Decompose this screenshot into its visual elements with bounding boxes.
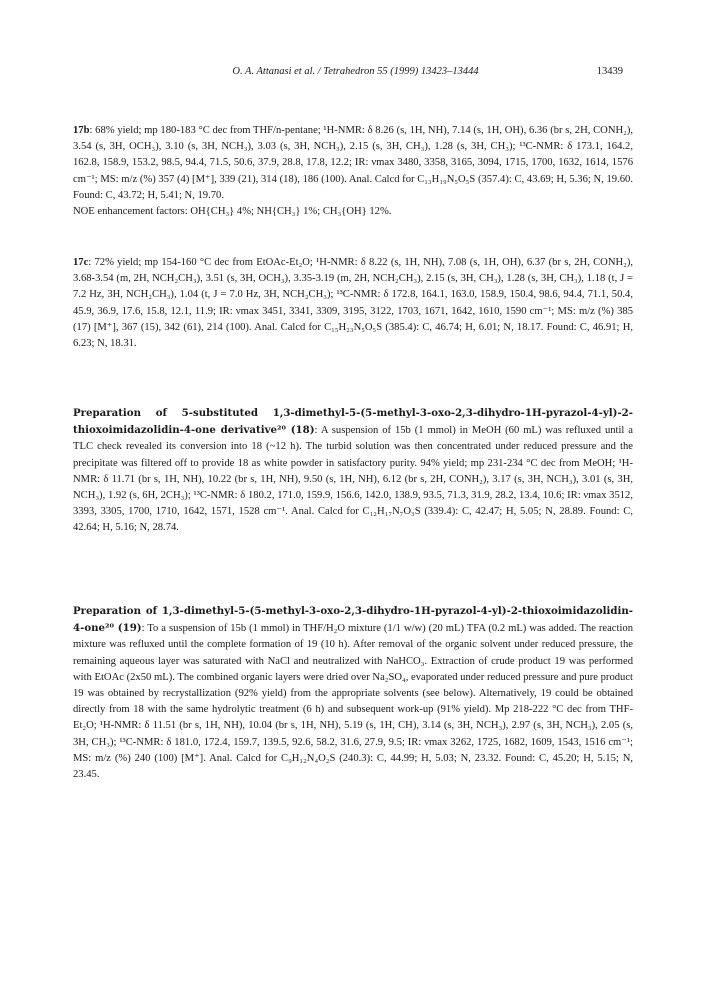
paragraph-18-text: : A suspension of 15b (1 mmol) in MeOH (60 mL) was refluxed until a TLC check revealed its conversion into 18 (~12 h). The turbid solution was then concentrated under reduced pressure and the precipitate was filtered off to provide 18 as white powder in satisfactory purity. 94% yield; mp 231-234 °C dec from MeOH; ¹H-NMR: δ 11.71 (br s, 1H, NH), 10.22 (br s, 1H, NH), 9.50 (s, 1H, NH), 6.12 (br s, 2H, CONH₂), 3.17 (s, 3H, NCH₃), 3.01 (s, 3H, NCH₃), 1.92 (s, 6H, 2CH₃); ¹³C-NMR: δ 180.2, 171.0, 159.9, 156.6, 142.0, 138.9, 93.5, 71.3, 31.9, 28.2, 13.4, 10.6; IR: νmax 3512, 3393, 3305, 1700, 1710, 1642, 1571, 1528 cm⁻¹. Anal. Calcd for C₁₂H₁₇N₇O₃S (339.4): C, 42.47; H, 5.05; N, 28.89. Found: C, 42.64; H, 5.16; N, 28.74. <box>73 425 633 534</box>
paragraph-19-text: : To a suspension of 15b (1 mmol) in THF/H₂O mixture (1/1 w/w) (20 mL) TFA (0.2 mL) was added. The reaction mixture was refluxed until the complete formation of 19 (10 h). After removal of the organic solvent under reduced pressure, the remaining aqueous layer was saturated with NaCl and neutralized with NaHCO₃. Extraction of crude product 19 was performed with EtOAc (2x50 mL). The combined organic layers were dried over Na₂SO₄, evaporated under reduced pressure and pure product 19 was obtained by recrystallization (92% yield) from the appropriate solvents (see below). Alternatively, 19 could be obtained directly from 18 with the same hydrolytic treatment (6 h) and subsequent work-up (91% yield). Mp 218-222 °C dec from THF-Et₂O; ¹H-NMR: δ 11.51 (br s, 1H, NH), 10.04 (br s, 1H, NH), 5.19 (s, 1H, CH), 3.14 (s, 3H, NCH₃), 2.97 (s, 3H, NCH₃), 2.05 (s, 3H, CH₃); ¹³C-NMR: δ 181.0, 172.4, 159.7, 139.5, 92.6, 58.2, 31.6, 27.9, 9.5; IR: νmax 3262, 1725, 1682, 1609, 1543, 1516 cm⁻¹; MS: m/z (%) 240 (100) [M⁺]. Anal. Calcd for C₉H₁₂N₄O₂S (240.3): C, 44.99; H, 5.03; N, 23.32. Found: C, 45.20; H, 5.15; N, 23.45. <box>73 623 633 781</box>
heading-preparation-19: Preparation of 1,3-dimethyl-5-(5-methyl-3-oxo-2,3-dihydro-1H-pyrazol-4-yl)-2-thioxoimidazolidin-4-one²⁰ (19) <box>73 605 633 635</box>
compound-label-17b: 17b <box>73 125 90 136</box>
paragraph-preparation-19 <box>73 603 633 783</box>
heading-preparation-18: Preparation of 5-substituted 1,3-dimethyl-5-(5-methyl-3-oxo-2,3-dihydro-1H-pyrazol-4-yl)-2-thioxoimidazolidin-4-one derivative²⁰ (18) <box>73 407 633 437</box>
paragraph-preparation-18 <box>73 405 633 537</box>
paragraph-17c-text: : 72% yield; mp 154-160 °C dec from EtOAc-Et₂O; ¹H-NMR: δ 8.22 (s, 1H, NH), 7.08 (s, 1H, OH), 6.37 (br s, 2H, CONH₂), 3.68-3.54 (m, 2H, NCH₂CH₃), 3.51 (s, 3H, OCH₃), 3.35-3.19 (m, 2H, NCH₂CH₃), 2.15 (s, 3H, CH₃), 1.28 (s, 3H, CH₃), 1.18 (t, J = 7.2 Hz, 3H, NCH₂CH₃), 1.04 (t, J = 7.0 Hz, 3H, NCH₂CH₃); ¹³C-NMR: δ 172.8, 164.1, 163.0, 158.9, 150.4, 98.6, 94.4, 71.1, 50.4, 45.9, 36.9, 17.6, 15.8, 12.1, 11.9; IR: νmax 3451, 3341, 3309, 3195, 3122, 1703, 1671, 1642, 1610, 1590 cm⁻¹; MS: m/z (%) 385 (17) [M⁺], 367 (15), 342 (61), 214 (100). Anal. Calcd for C₁₅H₂₃N₅O₅S (385.4): C, 46.74; H, 6.01; N, 18.17. Found: C, 46.91; H, 6.23; N, 18.31. <box>73 257 633 350</box>
paragraph-17b-text: : 68% yield; mp 180-183 °C dec from THF/n-pentane; ¹H-NMR: δ 8.26 (s, 1H, NH), 7.14 (s, 1H, OH), 6.36 (br s, 2H, CONH₂), 3.54 (s, 3H, OCH₃), 3.10 (s, 3H, NCH₃), 3.03 (s, 3H, NCH₃), 2.15 (s, 3H, CH₃), 1.28 (s, 3H, CH₃); ¹³C-NMR: δ 173.1, 164.2, 162.8, 158.9, 153.2, 98.5, 94.4, 71.5, 50.6, 37.9, 28.8, 17.8, 12.2; IR: νmax 3480, 3358, 3165, 3094, 1715, 1700, 1632, 1614, 1576 cm⁻¹; MS: m/z (%) 357 (4) [M⁺], 339 (21), 314 (18), 186 (100). Anal. Calcd for C₁₃H₁₉N₅O₅S (357.4): C, 43.69; H, 5.36; N, 19.60. Found: C, 43.72; H, 5.41; N, 19.70. <box>73 125 633 201</box>
noe-factors: NOE enhancement factors: OH{CH₃} 4%; NH{CH₃} 1%; CH₃{OH} 12%. <box>73 206 392 218</box>
compound-label-17c: 17c <box>73 257 89 268</box>
paragraph-17b <box>73 123 633 220</box>
page-number: 13439 <box>596 66 623 77</box>
running-title: O. A. Attanasi et al. / Tetrahedron 55 (1999) 13423–13444 <box>232 66 479 77</box>
paragraph-17c <box>73 255 633 352</box>
running-head <box>0 66 711 82</box>
